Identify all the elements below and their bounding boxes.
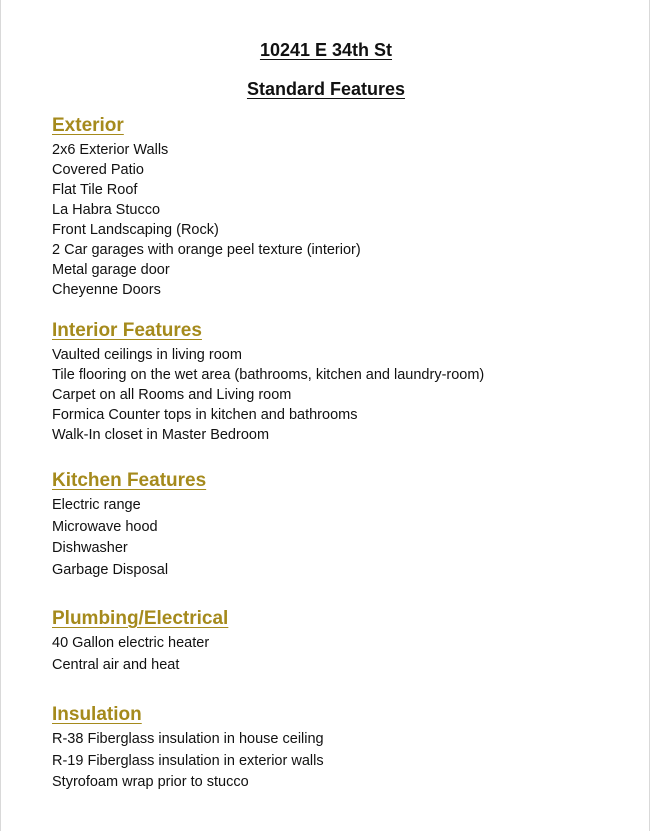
- list-item: R-38 Fiberglass insulation in house ceiling: [52, 731, 324, 747]
- list-item: Central air and heat: [52, 656, 180, 673]
- list-item: Walk-In closet in Master Bedroom: [52, 427, 270, 443]
- list-item: Electric range: [52, 497, 141, 513]
- list-item: Dishwasher: [52, 540, 128, 556]
- list-item: Tile flooring on the wet area (bathrooms, kitchen and laundry-room): [52, 367, 485, 383]
- list-item: 40 Gallon electric heater: [52, 635, 210, 651]
- list-item: Garbage Disposal: [52, 561, 169, 578]
- section-plumbing-electrical: [52, 608, 228, 676]
- section-title-exterior: Exterior: [52, 115, 124, 136]
- list-item: Styrofoam wrap prior to stucco: [52, 774, 249, 790]
- list-item: 2x6 Exterior Walls: [52, 142, 169, 158]
- list-item: Covered Patio: [52, 162, 144, 178]
- section-interior-features: [52, 320, 484, 445]
- list-item: La Habra Stucco: [52, 202, 161, 218]
- section-title-plumbing-electrical: Plumbing/Electrical: [52, 608, 229, 629]
- list-item: Cheyenne Doors: [52, 282, 161, 298]
- section-title-kitchen-features: Kitchen Features: [52, 470, 207, 491]
- list-item: 2 Car garages with orange peel texture (interior): [52, 242, 361, 258]
- list-item: Front Landscaping (Rock): [52, 222, 219, 238]
- list-item: Metal garage door: [52, 262, 170, 278]
- list-item: Flat Tile Roof: [52, 182, 138, 198]
- list-item: Carpet on all Rooms and Living room: [52, 387, 292, 403]
- list-item: Formica Counter tops in kitchen and bathrooms: [52, 407, 358, 423]
- address-title: 10241 E 34th St: [259, 40, 393, 60]
- list-item: Vaulted ceilings in living room: [52, 347, 242, 363]
- section-kitchen-features: [52, 470, 206, 581]
- section-title-insulation: Insulation: [52, 704, 142, 725]
- standard-features-heading: Standard Features: [246, 79, 406, 99]
- list-item: R-19 Fiberglass insulation in exterior walls: [52, 752, 324, 769]
- section-exterior: [52, 115, 361, 300]
- section-insulation: [52, 704, 324, 794]
- list-item: Microwave hood: [52, 518, 158, 535]
- section-title-interior-features: Interior Features: [52, 320, 202, 341]
